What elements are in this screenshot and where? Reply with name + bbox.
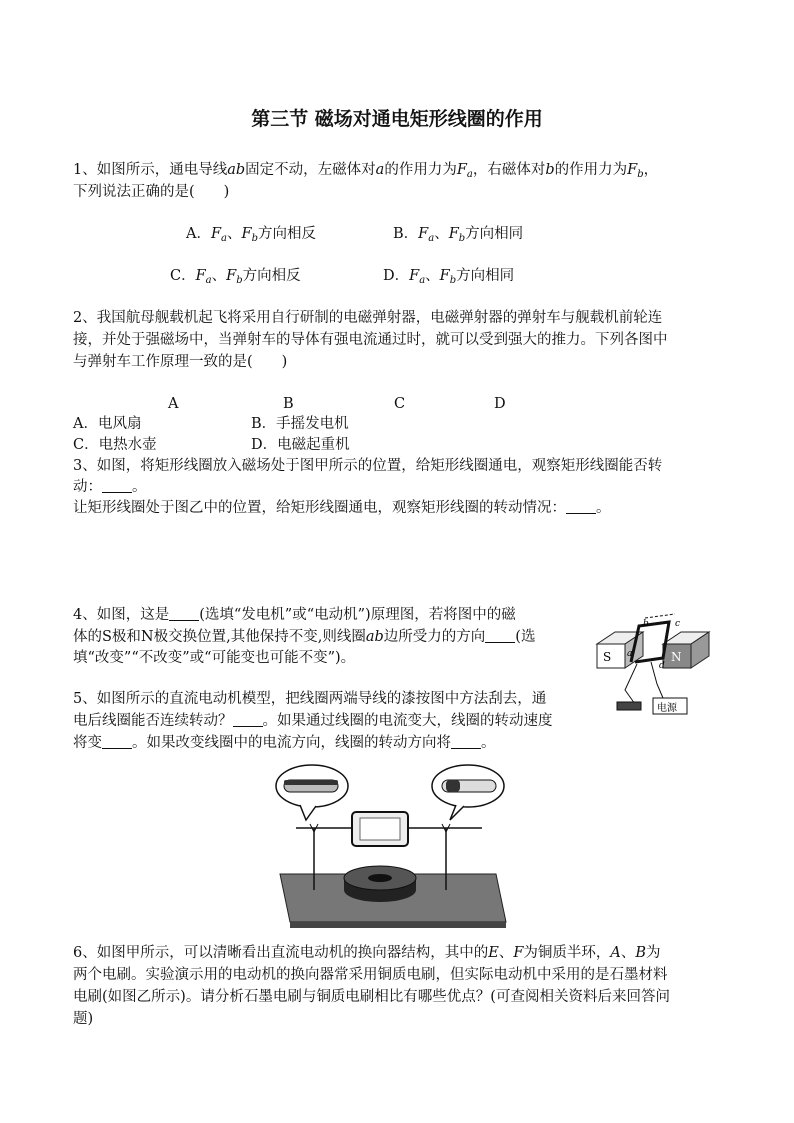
wire-left — [625, 664, 637, 704]
q2-fig-label-a: A — [168, 396, 179, 412]
sub-a: a — [205, 275, 212, 286]
sep: 、 — [434, 226, 449, 242]
base-edge — [290, 922, 506, 928]
q5-text: 。如果通过线圈的电流变大，线圈的转动速度 — [262, 713, 553, 729]
answer-blank[interactable] — [169, 606, 199, 621]
label-b: b — [643, 619, 649, 629]
var-F: F — [448, 226, 459, 242]
label-a: a — [627, 649, 633, 659]
q1-text: 固定不动，左磁体对 — [245, 162, 376, 178]
switch — [617, 702, 641, 710]
var-F: F — [241, 226, 252, 242]
q4-text: 4、如图，这是 — [73, 607, 170, 623]
q2-option-b: B．手摇发电机 — [251, 416, 349, 432]
q6-text: 为铜质半环， — [523, 945, 611, 961]
q2-fig-label-c: C — [394, 396, 406, 412]
q1-option-b — [393, 224, 523, 249]
q1-text: ， — [643, 162, 659, 178]
q3-text: 动： — [73, 479, 102, 495]
q3-line-1: 3、如图，将矩形线圈放入磁场处于图甲所示的位置，给矩形线圈通电，观察矩形线圈能否转 — [73, 458, 663, 474]
answer-blank[interactable] — [566, 499, 596, 514]
sep: 、 — [425, 268, 440, 284]
q2-option-a: A．电风扇 — [73, 416, 142, 432]
answer-blank[interactable] — [102, 478, 132, 493]
callout-right-tail — [450, 805, 464, 820]
q6-line-3: 电刷(如图乙所示)。请分析石墨电刷与铜质电刷相比有哪些优点？(可查阅相关资料后来回答问 — [73, 989, 670, 1005]
var-F: F — [627, 162, 638, 178]
var-ab: ab — [227, 162, 246, 178]
q2-line-2: 接，并处于强磁场中，当弹射车的导体有强电流通过时，就可以受到强大的推力。下列各图中 — [73, 332, 668, 348]
q2-option-c: C．电热水壶 — [73, 437, 157, 453]
q2-option-d: D．电磁起重机 — [251, 437, 350, 453]
q6-line-1 — [73, 943, 661, 963]
var-F: F — [195, 268, 206, 284]
var-A: A — [610, 945, 621, 961]
option-text: 方向相反 — [242, 268, 301, 284]
callout-left-tail — [300, 805, 316, 820]
var-F: F — [439, 268, 450, 284]
option-label: D． — [383, 268, 410, 284]
q6-text: 为 — [646, 945, 661, 961]
label-s: S — [603, 650, 612, 664]
var-F: F — [210, 226, 222, 242]
q1-text: 的作用力为 — [554, 162, 628, 178]
answer-blank[interactable] — [233, 712, 263, 727]
var-b: b — [545, 162, 555, 178]
q5-line-2 — [73, 711, 553, 731]
option-text: 方向相反 — [257, 226, 316, 242]
q5-line-3 — [73, 733, 496, 753]
q2-fig-label-d: D — [494, 396, 506, 412]
wire-scraped-left — [284, 780, 338, 785]
var-F: F — [418, 226, 429, 242]
q5-text: 将变 — [73, 735, 102, 751]
q2-line-1: 2、我国航母舰载机起飞将采用自行研制的电磁弹射器，电磁弹射器的弹射车与舰载机前轮连 — [73, 310, 663, 326]
q1-option-a — [186, 224, 316, 249]
q5-text: 。如果改变线圈中的电流方向，线圈的转动方向将 — [132, 735, 451, 751]
option-label: C． — [170, 268, 196, 284]
q4-text: (选 — [515, 629, 536, 645]
q4-text: 体的S极和N极交换位置,其他保持不变,则线圈 — [73, 629, 366, 645]
q3-text: 。 — [596, 500, 611, 516]
q1-option-d — [383, 266, 514, 291]
var-ab: ab — [365, 629, 384, 645]
motor-principle-figure — [595, 612, 715, 724]
q4-text: 边所受力的方向 — [383, 629, 486, 645]
sub-b: b — [637, 169, 644, 180]
q3-text: 。 — [132, 479, 147, 495]
label-d: d — [659, 661, 665, 671]
q5-text: 电后线圈能否连续转动？ — [73, 713, 233, 729]
sub-b: b — [449, 275, 457, 286]
sub-b: b — [236, 275, 243, 286]
option-text: 方向相同 — [465, 226, 524, 242]
q1-text: 的作用力为 — [384, 162, 457, 178]
sub-a: a — [428, 233, 435, 244]
q6-line-2: 两个电刷。实验演示用的电动机的换向器常采用铜质电刷，但实际电动机中采用的是石墨材料 — [73, 967, 668, 983]
var-F: F — [409, 268, 420, 284]
q1-line-2: 下列说法正确的是( ) — [73, 184, 230, 200]
answer-blank[interactable] — [102, 734, 132, 749]
option-label: B． — [393, 226, 419, 242]
sep: 、 — [211, 268, 227, 284]
sub-b: b — [251, 233, 258, 244]
q3-line-3 — [73, 498, 611, 518]
wire-scraped-right — [446, 780, 460, 792]
var-a: a — [375, 162, 385, 178]
q1-text: ，右磁体对 — [472, 162, 546, 178]
q4-line-3: 填“改变”“不改变”或“可能变也可能不变”)。 — [73, 650, 356, 666]
q1-text: 1、如图所示，通电导线 — [73, 162, 228, 178]
answer-blank[interactable] — [485, 628, 515, 643]
coil-inner — [360, 818, 400, 840]
sub-b: b — [458, 233, 466, 244]
sep: 、 — [620, 945, 636, 961]
q1-option-c — [170, 266, 301, 291]
q4-line-2 — [73, 627, 535, 647]
page-title: 第三节 磁场对通电矩形线圈的作用 — [251, 108, 543, 130]
q2-line-3: 与弹射车工作原理一致的是( ) — [73, 354, 288, 370]
sep: 、 — [498, 945, 514, 961]
q6-line-4: 题) — [73, 1011, 94, 1027]
label-n: N — [671, 650, 682, 664]
var-F: F — [226, 268, 237, 284]
sub-a: a — [466, 169, 473, 180]
label-power: 电源 — [657, 703, 677, 714]
q5-text: 。 — [481, 735, 496, 751]
var-B: B — [635, 945, 647, 961]
option-label: A． — [186, 226, 211, 242]
q3-text: 让矩形线圈处于图乙中的位置，给矩形线圈通电，观察矩形线圈的转动情况： — [73, 500, 566, 516]
var-E: E — [488, 945, 499, 961]
magnet-hole — [368, 874, 392, 882]
var-F: F — [513, 945, 524, 961]
axis-line — [645, 614, 675, 618]
answer-blank[interactable] — [451, 734, 481, 749]
q6-text: 6、如图甲所示，可以清晰看出直流电动机的换向器结构，其中的 — [73, 945, 489, 961]
option-text: 方向相同 — [456, 268, 515, 284]
dc-motor-model-figure — [270, 762, 510, 932]
sub-a: a — [221, 233, 228, 244]
var-F: F — [456, 162, 467, 178]
sep: 、 — [227, 226, 242, 242]
label-c: c — [675, 619, 681, 629]
sub-a: a — [419, 275, 426, 286]
q4-text: (选填“发电机”或“电动机”)原理图，若将图中的磁 — [199, 607, 516, 623]
q5-line-1: 5、如图所示的直流电动机模型，把线圈两端导线的漆按图中方法刮去，通 — [73, 691, 547, 707]
q2-fig-label-b: B — [283, 396, 294, 412]
q4-line-1 — [73, 605, 516, 625]
q3-line-2 — [73, 477, 147, 497]
